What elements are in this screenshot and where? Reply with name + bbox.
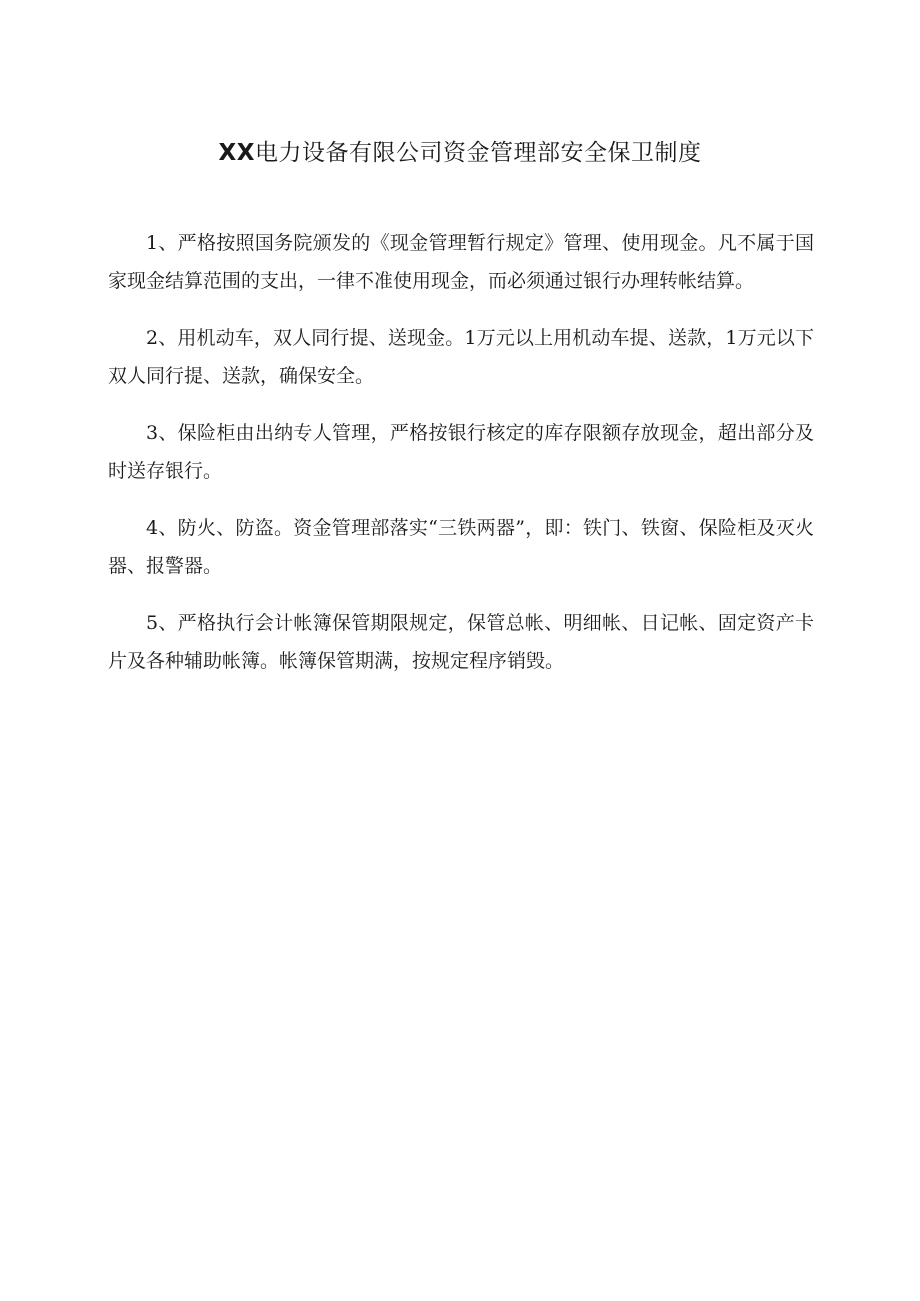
paragraph-1: 1、严格按照国务院颁发的《现金管理暂行规定》管理、使用现金。凡不属于国家现金结算范围的支出，一律不准使用现金，而必须通过银行办理转帐结算。 [108, 232, 814, 292]
title-text: 电力设备有限公司资金管理部安全保卫制度 [254, 140, 702, 166]
title-prefix: XX [218, 140, 255, 166]
paragraph-3: 3、保险柜由出纳专人管理，严格按银行核定的库存限额存放现金，超出部分及时送存银行。 [108, 422, 814, 482]
document-title [0, 134, 920, 167]
document-body [108, 224, 814, 699]
paragraph-2: 2、用机动车，双人同行提、送现金。1万元以上用机动车提、送款，1万元以下双人同行提、送款，确保安全。 [108, 327, 814, 387]
paragraph-4: 4、防火、防盗。资金管理部落实“三铁两器”，即：铁门、铁窗、保险柜及灭火器、报警器。 [108, 517, 814, 577]
paragraph-5: 5、严格执行会计帐簿保管期限规定，保管总帐、明细帐、日记帐、固定资产卡片及各种辅助帐簿。帐簿保管期满，按规定程序销毁。 [108, 612, 814, 672]
